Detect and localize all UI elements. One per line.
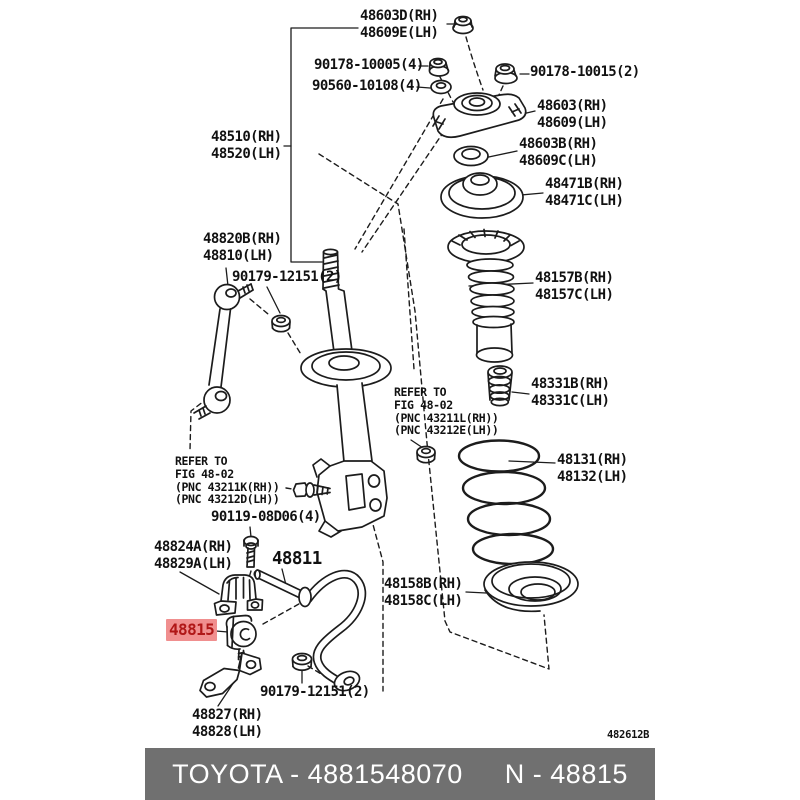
part-label-48815 (166, 619, 217, 641)
part-label-48331b (531, 376, 609, 409)
bracket-48824a-drawing (215, 575, 263, 615)
footer-part-number-bar (145, 748, 655, 800)
strut-48510-drawing (301, 249, 391, 537)
part-label-line: 48603D(RH) (360, 8, 439, 24)
part-label-line: 48810(LH) (203, 247, 274, 264)
part-label-48603d (360, 8, 438, 41)
part-label-48603b (519, 136, 597, 169)
nut-48603d-drawing (453, 17, 473, 34)
spring-seat-48158b-drawing (484, 562, 578, 611)
part-label-line: 48471C(LH) (545, 192, 624, 209)
nut-90178-10005-drawing (430, 59, 449, 77)
diagram-code: 482612B (607, 729, 650, 741)
part-label-refer-left (175, 455, 279, 506)
part-label-line: (PNC 43212D(LH)) (175, 492, 280, 507)
bolt-90119-drawing (244, 537, 258, 568)
part-label-line: 48829A(LH) (154, 555, 233, 572)
part-label-48820b (203, 231, 281, 264)
part-label-line: 48609(LH) (537, 114, 608, 131)
part-label-line: (PNC 43211K(RH)) (175, 479, 280, 494)
dust-cover-48157b-drawing (448, 230, 524, 363)
part-label-line: FIG 48-02 (394, 397, 453, 412)
footer-brand-part: TOYOTA - 4881548070 (172, 758, 463, 789)
part-label-line: 90179-12151(2) (260, 684, 370, 700)
part-label-line: 90119-08D06(4) (211, 509, 321, 525)
part-label-48158b (384, 576, 462, 609)
part-label-line: 48828(LH) (192, 723, 263, 740)
part-label-line: REFER TO (394, 385, 447, 399)
part-label-48824a (154, 539, 232, 572)
part-label-line: 48158B(RH) (384, 576, 463, 592)
part-label-48811 (272, 550, 322, 569)
part-label-90119-08d06 (211, 509, 321, 526)
part-label-line: 90178-10005(4) (314, 57, 424, 73)
part-label-48510 (211, 129, 281, 162)
part-label-refer-right (394, 386, 498, 437)
nut-90179-lower-drawing (293, 654, 312, 671)
part-label-line: FIG 48-02 (175, 466, 234, 481)
part-label-line: 48603B(RH) (519, 136, 598, 152)
part-label-line: 48131(RH) (557, 452, 628, 468)
part-label-48131 (557, 452, 627, 485)
part-label-48471b (545, 176, 623, 209)
part-label-line: 48157B(RH) (535, 270, 614, 286)
nut-90179-upper-drawing (272, 316, 290, 332)
part-label-line: 90179-12151(2) (232, 269, 342, 285)
part-label-line: 48603(RH) (537, 98, 608, 114)
part-label-line: 48820B(RH) (203, 231, 282, 247)
part-label-line: 48157C(LH) (535, 286, 614, 303)
part-label-line: 48824A(RH) (154, 539, 233, 555)
part-label-line: 90178-10015(2) (530, 64, 640, 80)
support-48603-drawing (433, 93, 526, 137)
part-label-90178-10005 (314, 57, 424, 74)
part-label-90178-10015 (530, 64, 640, 81)
part-label-line: 48471B(RH) (545, 176, 624, 192)
washer-90560-10108-drawing (431, 81, 451, 94)
part-label-48603 (537, 98, 607, 131)
part-label-48157b (535, 270, 613, 303)
part-label-90560-10108 (312, 78, 422, 95)
ring-48603b-drawing (454, 147, 488, 166)
nut-refer-right-drawing (417, 447, 435, 463)
part-label-line: 48609C(LH) (519, 152, 598, 169)
part-label-90179-12151-a (232, 269, 342, 286)
part-label-line: 48811 (272, 549, 322, 569)
part-label-line: (PNC 43212E(LH)) (394, 423, 499, 438)
part-label-line: 48520(LH) (211, 145, 282, 162)
stabilizer-bar-48811-drawing (255, 570, 362, 694)
part-label-line: (PNC 43211L(RH)) (394, 410, 499, 425)
part-label-line: 48815 (169, 620, 215, 639)
coil-spring-48131-drawing (459, 441, 553, 565)
part-label-line: 48510(RH) (211, 129, 282, 145)
part-label-line: REFER TO (175, 454, 228, 468)
part-label-90179-12151-b (260, 684, 370, 701)
part-label-line: 48331B(RH) (531, 376, 610, 392)
part-label-line: 48609E(LH) (360, 24, 439, 41)
part-label-line: 48158C(LH) (384, 592, 463, 609)
footer-part-ref: N - 48815 (504, 758, 628, 789)
part-label-line: 48132(LH) (557, 468, 628, 485)
stabilizer-link-48820b-drawing (194, 284, 253, 419)
part-label-line: 48331C(LH) (531, 392, 610, 409)
part-label-48827 (192, 707, 262, 740)
part-label-line: 48827(RH) (192, 707, 263, 723)
bracket-48827-drawing (200, 653, 261, 697)
seat-48471b-drawing (441, 173, 523, 218)
part-label-line: 90560-10108(4) (312, 78, 422, 94)
nut-90178-10015-drawing (495, 64, 517, 84)
